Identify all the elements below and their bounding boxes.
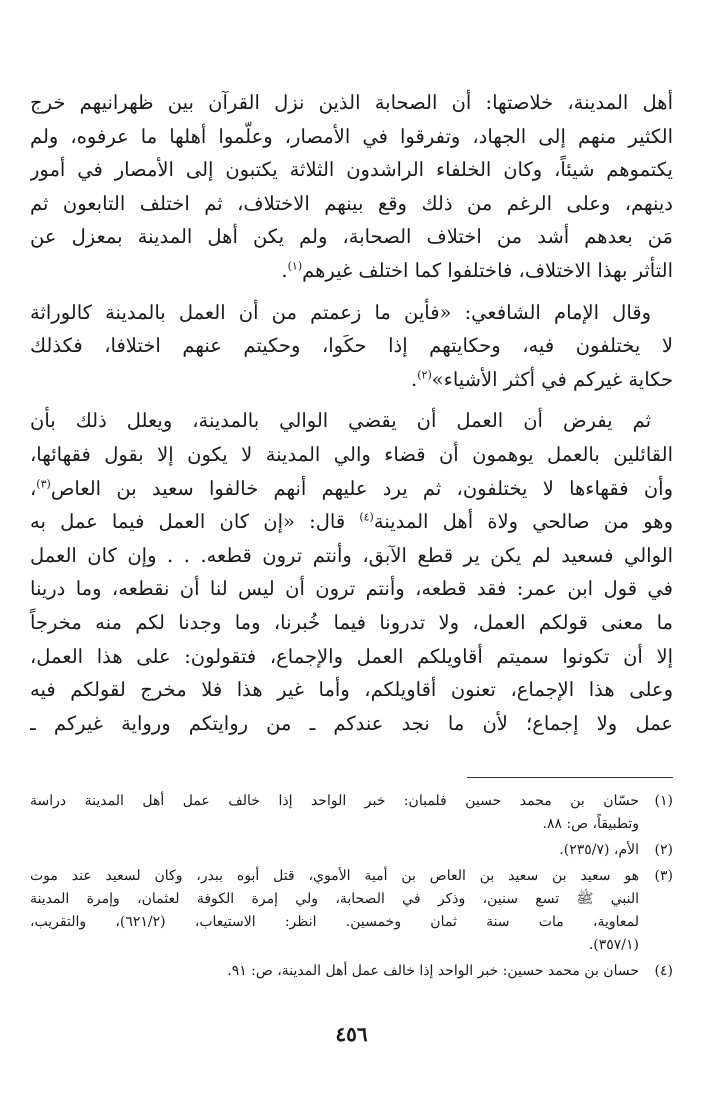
text-line bbox=[30, 505, 673, 539]
text-line: إلا أن تكونوا سميتم أقاويلكم العمل والإجماع، فتقولون: على هذا العمل، bbox=[30, 644, 673, 668]
footnote-line: لمعاوية، مات سنة ثمان وخمسين. انظر: الاستيعاب، (٦٢١/٢)، والتقريب، bbox=[30, 914, 639, 930]
text-line: في قول ابن عمر: فقد قطعه، وأنتم ترون أن ليس لنا أن نقطعه، وما درينا bbox=[30, 577, 673, 601]
text-line: وعلى هذا الإجماع، تعنون أقاويلكم، وأما غير هذا فلا مخرج لقولكم فيه bbox=[30, 678, 673, 702]
footnote-line: حسّان بن محمد حسين فلمبان: خبر الواحد إذا خالف عمل أهل المدينة دراسة bbox=[30, 793, 639, 809]
paragraph-3 bbox=[30, 404, 673, 740]
text-segment: وأن فقهاءها لا يختلفون، ثم يرد عليهم أنهم خالفوا سعيد بن العاص bbox=[50, 476, 673, 500]
text-line: الكثير منهم إلى الجهاد، وتفرقوا في الأمصار، وعلّموا أهلها ما عرفوه، ولم bbox=[30, 124, 673, 148]
text-line: الوالي فسعيد لم يكن ير قطع الآبق، وأنتم ترون قطعه. . . وإن كان العمل bbox=[30, 543, 673, 567]
text-line: عمل ولا إجماع؛ لأن ما نجد عندكم ـ من روايتكم ورواية غيركم ـ bbox=[30, 711, 673, 735]
footnote-separator bbox=[467, 777, 673, 778]
text-segment: حكاية غيركم في أكثر الأشياء» bbox=[431, 367, 673, 391]
footnote-3 bbox=[30, 865, 673, 957]
footnote-number: (٣) bbox=[654, 868, 673, 884]
footnote-number: (٤) bbox=[654, 963, 673, 979]
footnote-text bbox=[30, 960, 639, 983]
footnote-ref: (٣) bbox=[36, 477, 51, 491]
text-line: مَن بعدهم أشد من اختلاف الصحابة، ولم يكن أهل المدينة بمعزل عن bbox=[30, 225, 673, 249]
paragraph-2 bbox=[30, 296, 673, 397]
text-line bbox=[30, 472, 673, 506]
footnote-text bbox=[30, 839, 639, 862]
paragraph-1 bbox=[30, 86, 673, 288]
text-line: ثم يفرض أن العمل أن يقضي الوالي بالمدينة، ويعلل ذلك بأن bbox=[30, 409, 651, 433]
footnotes bbox=[30, 790, 673, 986]
footnote-ref: (٢) bbox=[417, 368, 432, 382]
page-number: ٤٥٦ bbox=[335, 1022, 368, 1046]
punctuation: ، bbox=[30, 476, 37, 500]
footnote-number: (١) bbox=[654, 793, 673, 809]
text-segment: التأثر بهذا الاختلاف، فاختلفوا كما اختلف غيرهم bbox=[302, 258, 673, 282]
punctuation: . bbox=[411, 367, 418, 391]
footnote-ref: (١) bbox=[287, 259, 303, 273]
text-line: ما معنى قولكم العمل، ولا تدرونا فيما خُبرنا، وما وجدنا لكم منه مخرجاً bbox=[30, 610, 673, 634]
text-segment: وهو من صالحي ولاة أهل المدينة bbox=[373, 510, 673, 534]
punctuation: . bbox=[281, 258, 288, 282]
text-line bbox=[30, 363, 673, 397]
text-line: لا يختلفون فيه، وحكايتهم إذا حكَوا، وحكيتم عنهم اختلافا، فكذلك bbox=[30, 334, 673, 358]
footnote-line: حسان بن محمد حسين: خبر الواحد إذا خالف عمل أهل المدينة، ص: ٩١. bbox=[227, 963, 639, 979]
text-line: دينهم، وعلى الرغم من ذلك وقع بينهم الاختلاف، ثم اختلف التابعون ثم bbox=[30, 191, 673, 215]
footnote-line: (٣٥٧/١). bbox=[588, 937, 639, 953]
footnote-line: هو سعيد بن سعيد بن العاص بن أمية الأموي، قتل أبوه ببدر، وكان لسعيد عند موت bbox=[30, 868, 639, 884]
text-line: أهل المدينة، خلاصتها: أن الصحابة الذين نزل القرآن بين ظهرانيهم خرج bbox=[30, 91, 673, 114]
footnote-line: الأم، (٢٣٥/٧). bbox=[559, 842, 639, 858]
footnote-number: (٢) bbox=[654, 842, 673, 858]
text-line: وقال الإمام الشافعي: «فأين ما زعمتم من أن العمل بالمدينة كالوراثة bbox=[30, 300, 651, 324]
main-text bbox=[30, 86, 673, 740]
text-line: القائلين بالعمل يوهمون أن قضاء والي المدينة لا يكون إلا بقول فقهائها، bbox=[30, 442, 673, 466]
footnote-line: النبي ﷺ تسع سنين، وذكر في الصحابة، ولي إمرة الكوفة لعثمان، وإمرة المدينة bbox=[30, 891, 639, 907]
text-line bbox=[30, 254, 673, 288]
footnote-4 bbox=[30, 960, 673, 983]
footnote-1 bbox=[30, 790, 673, 836]
footnote-2 bbox=[30, 839, 673, 862]
footnote-text bbox=[30, 865, 639, 957]
text-segment: قال: «إن كان العمل فيما عمل به bbox=[30, 510, 360, 534]
footnote-ref: (٤) bbox=[359, 510, 374, 524]
text-line: يكتموهم شيئاً، وكان الخلفاء الراشدون الثلاثة يكتبون إلى الأمصار في أمور bbox=[30, 158, 673, 182]
footnote-line: وتطبيقاً، ص: ٨٨. bbox=[542, 816, 639, 832]
footnote-text bbox=[30, 790, 639, 836]
